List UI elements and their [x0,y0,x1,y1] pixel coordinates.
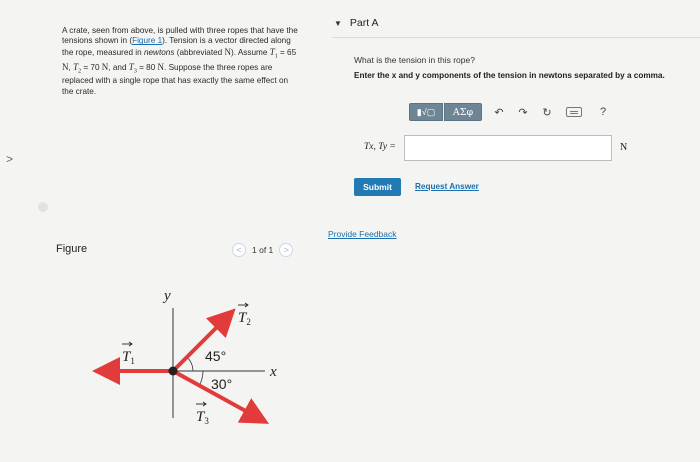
arc-45 [187,357,193,371]
t3-label: $T_3$ [196,409,209,426]
answer-label: Tx, Ty = [364,142,396,152]
prev-figure-button[interactable]: < [232,243,246,257]
side-dot [38,202,48,212]
provide-feedback-link[interactable]: Provide Feedback [328,229,397,239]
instruction-text: Enter the x and y components of the tension in newtons separated by a comma. [354,71,665,80]
arc-30 [200,371,203,384]
templates-button[interactable]: ▮√▢ [409,103,443,121]
question-text: What is the tension in this rope? [354,55,475,65]
divider [332,37,700,38]
keyboard-icon[interactable] [566,107,582,117]
symbols-button[interactable]: ΑΣφ [444,103,482,121]
collapse-chevron-icon[interactable]: > [6,152,14,166]
part-title: Part A [349,17,379,29]
redo-icon[interactable]: ↷ [518,106,528,119]
unit-label: N [620,142,628,153]
answer-input[interactable] [404,135,612,161]
next-figure-button[interactable]: > [279,243,293,257]
request-answer-link[interactable]: Request Answer [415,182,479,191]
angle-30-label: 30° [211,376,233,392]
help-icon[interactable]: ? [599,106,607,118]
t1-label: $T_1$ [122,349,135,366]
figure-link[interactable]: Figure 1 [132,36,163,46]
crate-point [169,367,178,376]
reset-icon[interactable]: ↻ [542,106,552,119]
figure-label: Figure [56,243,88,255]
t2-label: $T_2$ [238,310,251,327]
undo-icon[interactable]: ↶ [494,106,504,119]
part-a-header[interactable] [334,17,379,29]
figure-pager [232,243,293,257]
figure-page-count: 1 of 1 [252,245,274,255]
x-axis-label: x [270,364,277,380]
force-diagram [60,278,300,458]
submit-button[interactable]: Submit [354,178,401,196]
angle-45-label: 45° [205,348,227,364]
y-axis-label: y [164,288,171,304]
caret-down-icon[interactable]: ▼ [334,18,342,28]
problem-statement: A crate, seen from above, is pulled with three ropes that have the tensions shown in (Figure 1). Tension is a vector directed along the rope, measured in newtons (abbreviated N). Assume $T_1 = 65$ N, $T_2 = 70$ N, and $T_3 = 80$ N. Suppose the three ropes are replaced with a single rope that has exactly the same effect on the crate. [62,26,298,96]
math-toolbar [409,103,610,121]
